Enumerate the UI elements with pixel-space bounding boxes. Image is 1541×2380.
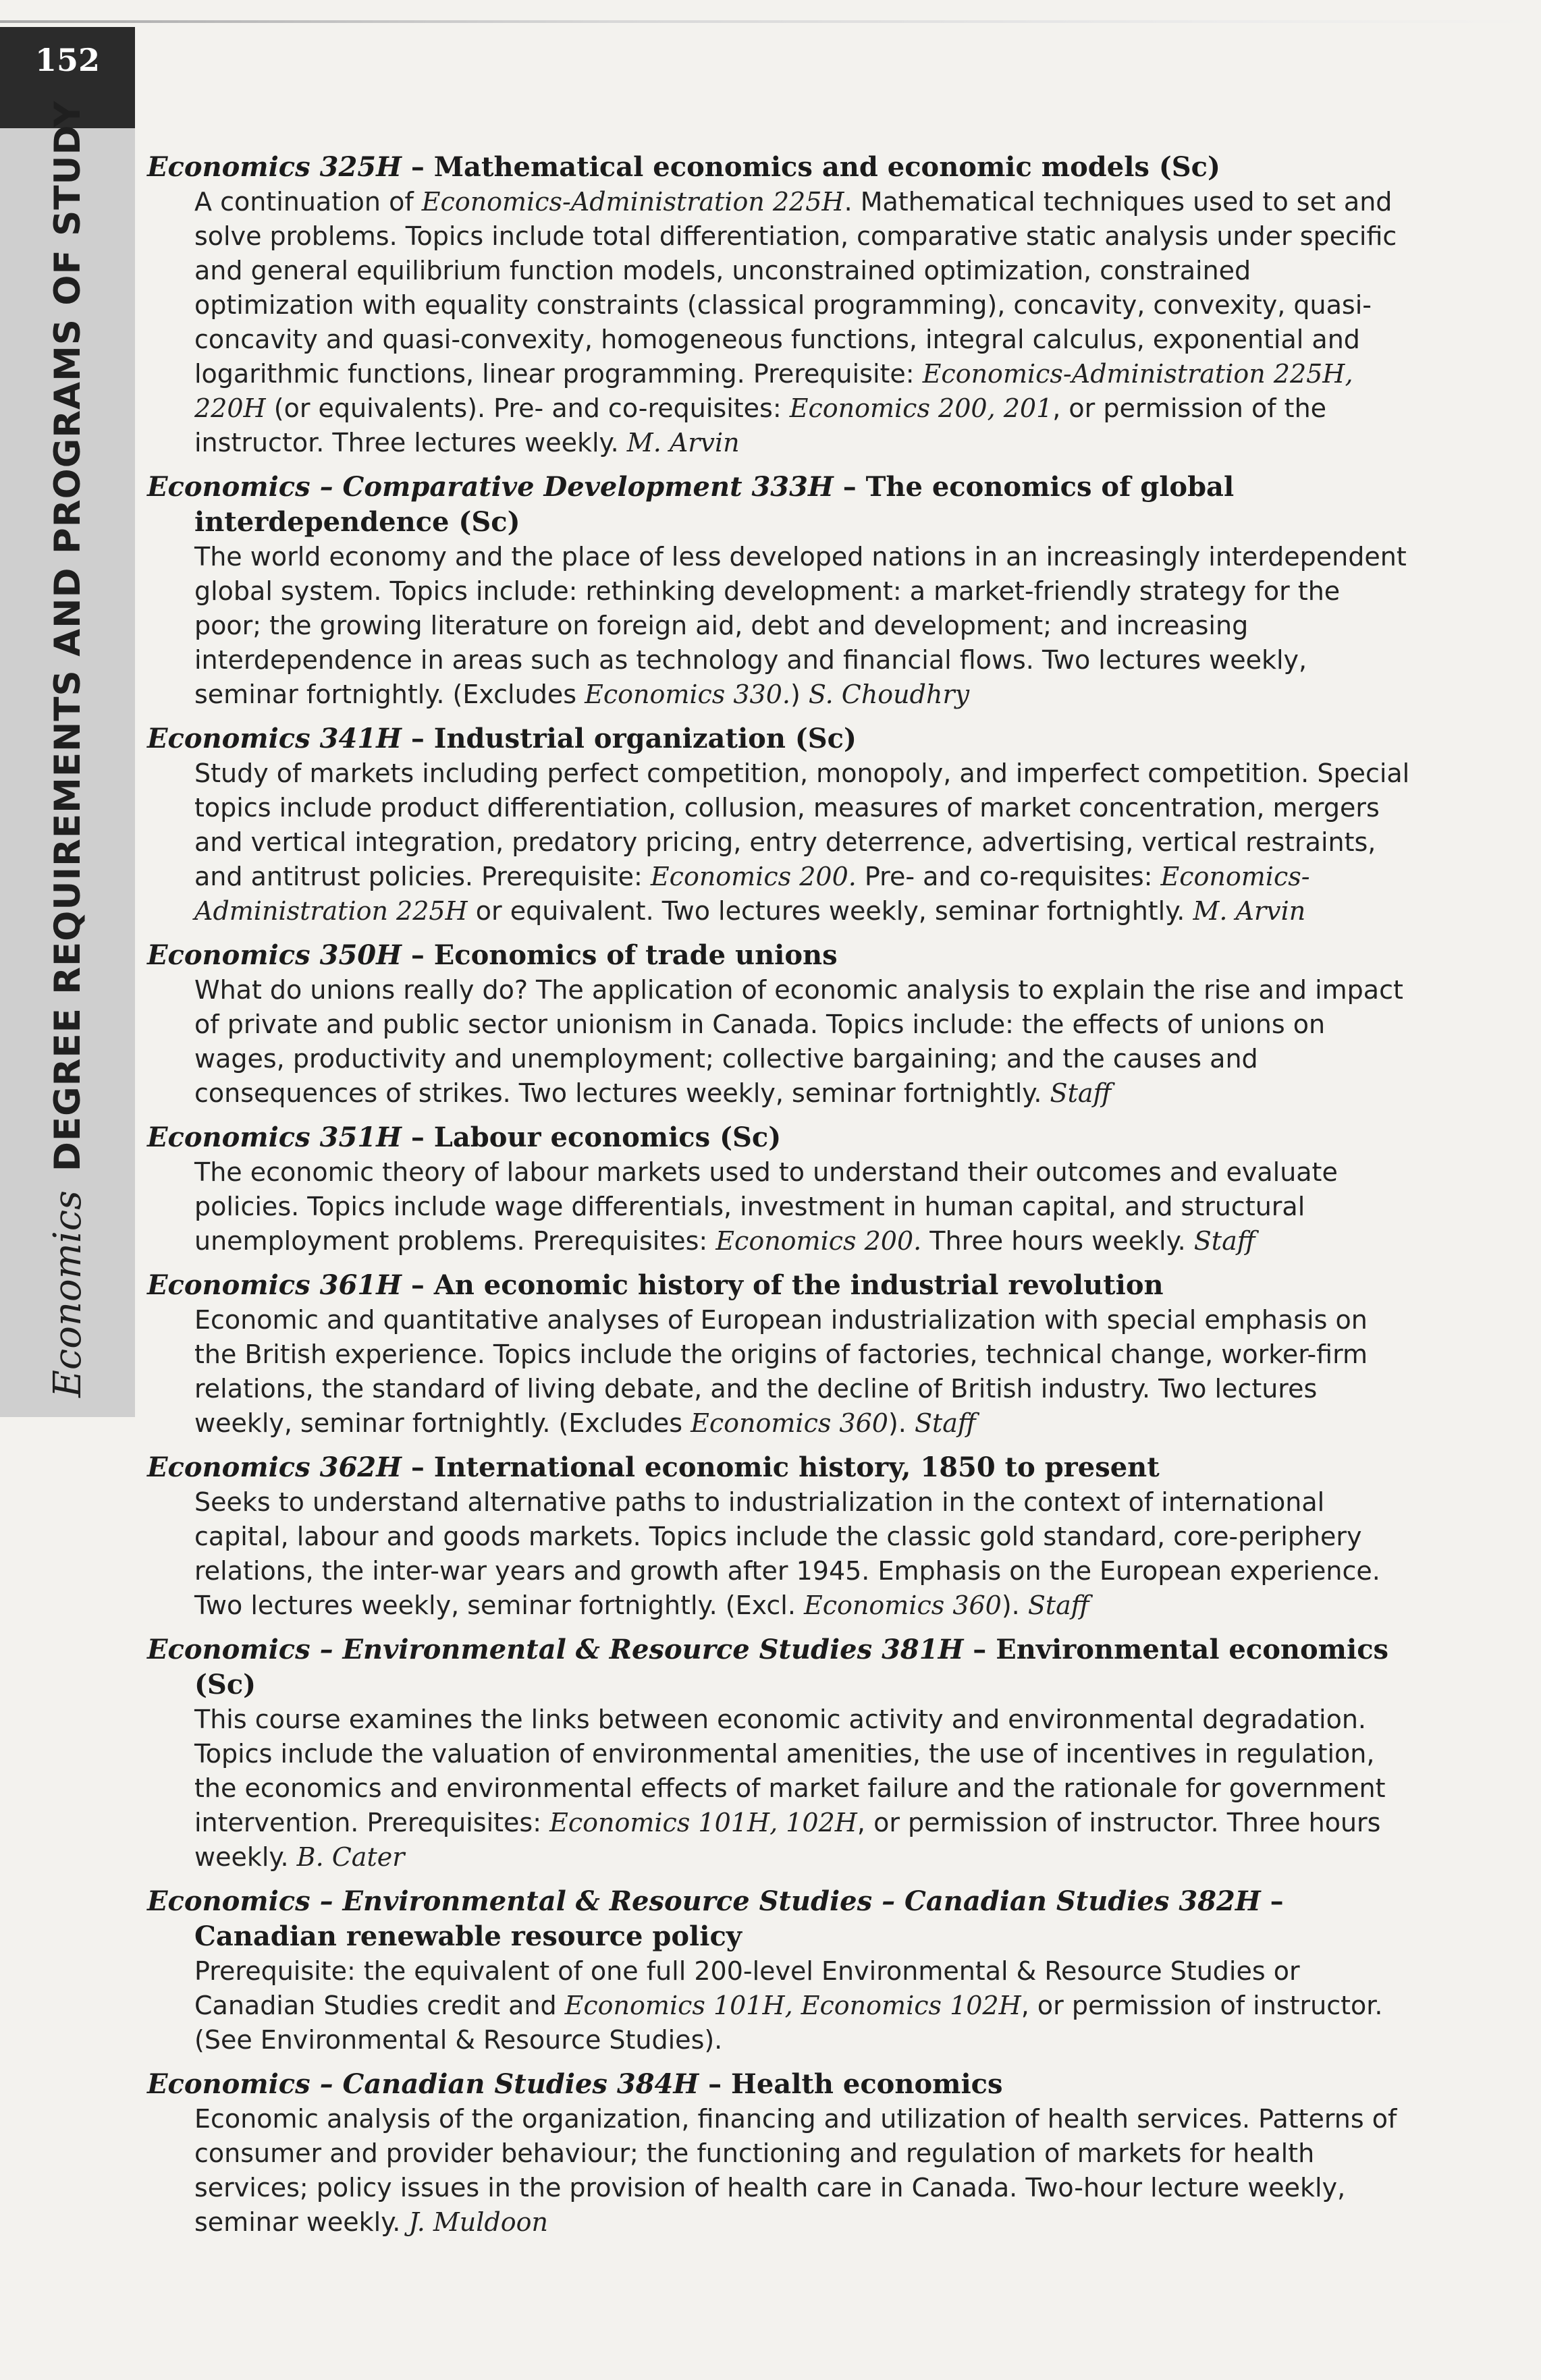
description-segment: ). (888, 1408, 915, 1438)
course-title (147, 1450, 1413, 1485)
description-segment: (or equivalents). Pre- and co-requisites: (265, 393, 790, 423)
course-code: Economics – Comparative Development 333H (147, 471, 834, 503)
course-subtitle: Health economics (731, 2068, 1003, 2100)
description-segment: The economic theory of labour markets used to understand their outcomes and evaluate policies. Topics include wage differentials, investment in human capital, and structural unemployment problems. Prerequisites: (194, 1157, 1338, 1256)
description-italic-segment: Economics 200, 201 (789, 393, 1053, 423)
course-title (147, 2067, 1413, 2102)
description-italic-segment: Staff (1027, 1590, 1089, 1620)
description-segment: The world economy and the place of less developed nations in an increasingly interdependent global system. Topics include: rethinking development: a market-friendly strategy for the poor; the growing literature on foreign aid, debt and development; and increasing interdependence in areas such as technology and financial flows. Two lectures weekly, seminar fortnightly. (Excludes (194, 542, 1407, 709)
description-italic-segment: J. Muldoon (408, 2207, 548, 2237)
description-italic-segment: Economics-Administration 225H, 220H (194, 359, 1353, 423)
course-description (147, 1485, 1413, 1623)
description-italic-segment: Economics 330. (585, 680, 790, 709)
description-italic-segment: Economics 200. (650, 862, 857, 891)
course-code: Economics 361H (147, 1269, 402, 1301)
description-segment: Seeks to understand alternative paths to industrialization in the context of international capital, labour and goods markets. Topics include the classic gold standard, core-periphery relations, the inter-war years and growth after 1945. Emphasis on the European experience. Two lectures weekly, seminar fortnightly. (Excl. (194, 1487, 1380, 1620)
course-entry (147, 1632, 1413, 1875)
course-subtitle: International economic history, 1850 to present (433, 1451, 1160, 1483)
course-description (147, 1954, 1413, 2057)
course-title-separator: – (401, 1122, 434, 1153)
description-italic-segment: Staff (914, 1408, 976, 1438)
course-entry (147, 2067, 1413, 2240)
description-italic-segment: S. Choudhry (808, 680, 970, 709)
course-code: Economics – Canadian Studies 384H (147, 2068, 699, 2100)
course-title-separator: – (1260, 1885, 1284, 1917)
course-description (147, 1303, 1413, 1441)
course-code: Economics – Environmental & Resource Studies – Canadian Studies 382H (147, 1885, 1261, 1917)
course-title (147, 470, 1413, 540)
course-subtitle: Environmental economics (Sc) (194, 1634, 1389, 1700)
course-subtitle: The economics of global interdependence (Sc) (194, 471, 1235, 538)
course-entry (147, 721, 1413, 929)
course-description (147, 1155, 1413, 1258)
description-italic-segment: M. Arvin (1193, 896, 1306, 926)
course-subtitle: An economic history of the industrial revolution (433, 1269, 1164, 1301)
course-description (147, 1703, 1413, 1875)
description-segment: Economic and quantitative analyses of European industrialization with special emphasis on the British experience. Topics include the origins of factories, technical change, worker-firm relations, the standard of living debate, and the decline of British industry. Two lectures weekly, seminar fortnightly. (Excludes (194, 1305, 1368, 1438)
course-description (147, 2102, 1413, 2240)
description-segment: Prerequisite: the equivalent of one full 200-level Environmental & Resource Studies or Canadian Studies credit and (194, 1956, 1300, 2020)
running-head-department: Economics (45, 1190, 90, 1397)
running-head (34, 101, 101, 1397)
course-subtitle: Labour economics (Sc) (433, 1122, 782, 1153)
course-description (147, 185, 1413, 460)
course-title-separator: – (401, 1451, 434, 1483)
description-italic-segment: Economics 101H, 102H (549, 1808, 857, 1837)
course-description (147, 973, 1413, 1111)
description-segment: A continuation of (194, 187, 422, 217)
description-segment: . Mathematical techniques used to set and solve problems. Topics include total differentiation, comparative static analysis under specific and general equilibrium function models, unconstrained optimization, constrained optimization with equality constraints (classical programming), concavity, convexity, quasi-concavity and quasi-convexity, homogeneous functions, integral calculus, exponential and logarithmic functions, linear programming. Prerequisite: (194, 187, 1397, 389)
course-code: Economics – Environmental & Resource Studies 381H (147, 1634, 964, 1665)
course-title-separator: – (963, 1634, 996, 1665)
course-subtitle: Mathematical economics and economic models (Sc) (433, 151, 1220, 183)
running-head-section: DEGREE REQUIREMENTS AND PROGRAMS OF STUDY (47, 101, 88, 1172)
description-segment: or equivalent. Two lectures weekly, seminar fortnightly. (467, 896, 1193, 926)
course-list (147, 150, 1413, 2249)
course-code: Economics 341H (147, 723, 402, 754)
description-segment: ) (790, 680, 809, 709)
course-title (147, 938, 1413, 973)
course-title (147, 150, 1413, 185)
description-segment: What do unions really do? The application of economic analysis to explain the rise and impact of private and public sector unionism in Canada. Topics include: the effects of unions on wages, productivity and unemployment; collective bargaining; and the causes and consequences of strikes. Two lectures weekly, seminar fortnightly. (194, 975, 1403, 1108)
course-title (147, 1884, 1413, 1954)
course-title-separator: – (401, 1269, 434, 1301)
description-italic-segment: Economics 360 (804, 1590, 1002, 1620)
course-code: Economics 350H (147, 939, 402, 971)
course-subtitle: Economics of trade unions (433, 939, 838, 971)
description-segment: Pre- and co-requisites: (856, 862, 1161, 891)
course-description (147, 756, 1413, 929)
course-title-separator: – (833, 471, 866, 503)
course-subtitle: Industrial organization (Sc) (433, 723, 857, 754)
course-entry (147, 470, 1413, 712)
description-segment: , or permission of instructor. Three hours weekly. (194, 1808, 1381, 1872)
course-code: Economics 351H (147, 1122, 402, 1153)
description-italic-segment: M. Arvin (626, 428, 740, 458)
course-title (147, 721, 1413, 756)
description-italic-segment: B. Cater (296, 1842, 405, 1872)
course-title-separator: – (699, 2068, 732, 2100)
course-title-separator: – (401, 939, 434, 971)
description-italic-segment: Economics 101H, Economics 102H (564, 1991, 1021, 2020)
description-segment: , or permission of the instructor. Three lectures weekly. (194, 393, 1327, 458)
description-segment: This course examines the links between economic activity and environmental degradation. Topics include the valuation of environmental amenities, the use of incentives in regulation, the economics and environmental effects of market failure and the rationale for government intervention. Prerequisites: (194, 1705, 1386, 1837)
course-entry (147, 938, 1413, 1111)
description-segment: Three hours weekly. (921, 1226, 1194, 1256)
description-italic-segment: Economics 360 (691, 1408, 888, 1438)
description-segment: Economic analysis of the organization, financing and utilization of health services. Patterns of consumer and provider behaviour; the functioning and regulation of markets for health services; policy issues in the provision of health care in Canada. Two-hour lecture weekly, seminar weekly. (194, 2104, 1397, 2237)
description-segment: ). (1001, 1590, 1028, 1620)
description-italic-segment: Staff (1050, 1078, 1112, 1108)
course-title-separator: – (401, 151, 434, 183)
course-description (147, 540, 1413, 712)
description-segment: , or permission of instructor. (See Environmental & Resource Studies). (194, 1991, 1383, 2055)
course-subtitle: Canadian renewable resource policy (194, 1920, 742, 1952)
description-italic-segment: Staff (1193, 1226, 1255, 1256)
course-title-separator: – (401, 723, 434, 754)
course-entry (147, 1120, 1413, 1258)
description-italic-segment: Economics-Administration 225H (194, 862, 1310, 926)
page-number: 152 (34, 42, 101, 78)
course-entry (147, 1884, 1413, 2057)
course-code: Economics 325H (147, 151, 402, 183)
course-entry (147, 150, 1413, 460)
course-title (147, 1632, 1413, 1703)
description-segment: Study of markets including perfect competition, monopoly, and imperfect competition. Special topics include product differentiation, collusion, measures of market concentration, mergers and vertical integration, predatory pricing, entry deterrence, advertising, vertical restraints, and antitrust policies. Prerequisite: (194, 758, 1410, 891)
course-entry (147, 1450, 1413, 1623)
course-title (147, 1268, 1413, 1303)
course-code: Economics 362H (147, 1451, 402, 1483)
top-rule (0, 20, 1541, 23)
course-title (147, 1120, 1413, 1155)
description-italic-segment: Economics 200. (715, 1226, 922, 1256)
course-entry (147, 1268, 1413, 1441)
description-italic-segment: Economics-Administration 225H (421, 187, 844, 217)
